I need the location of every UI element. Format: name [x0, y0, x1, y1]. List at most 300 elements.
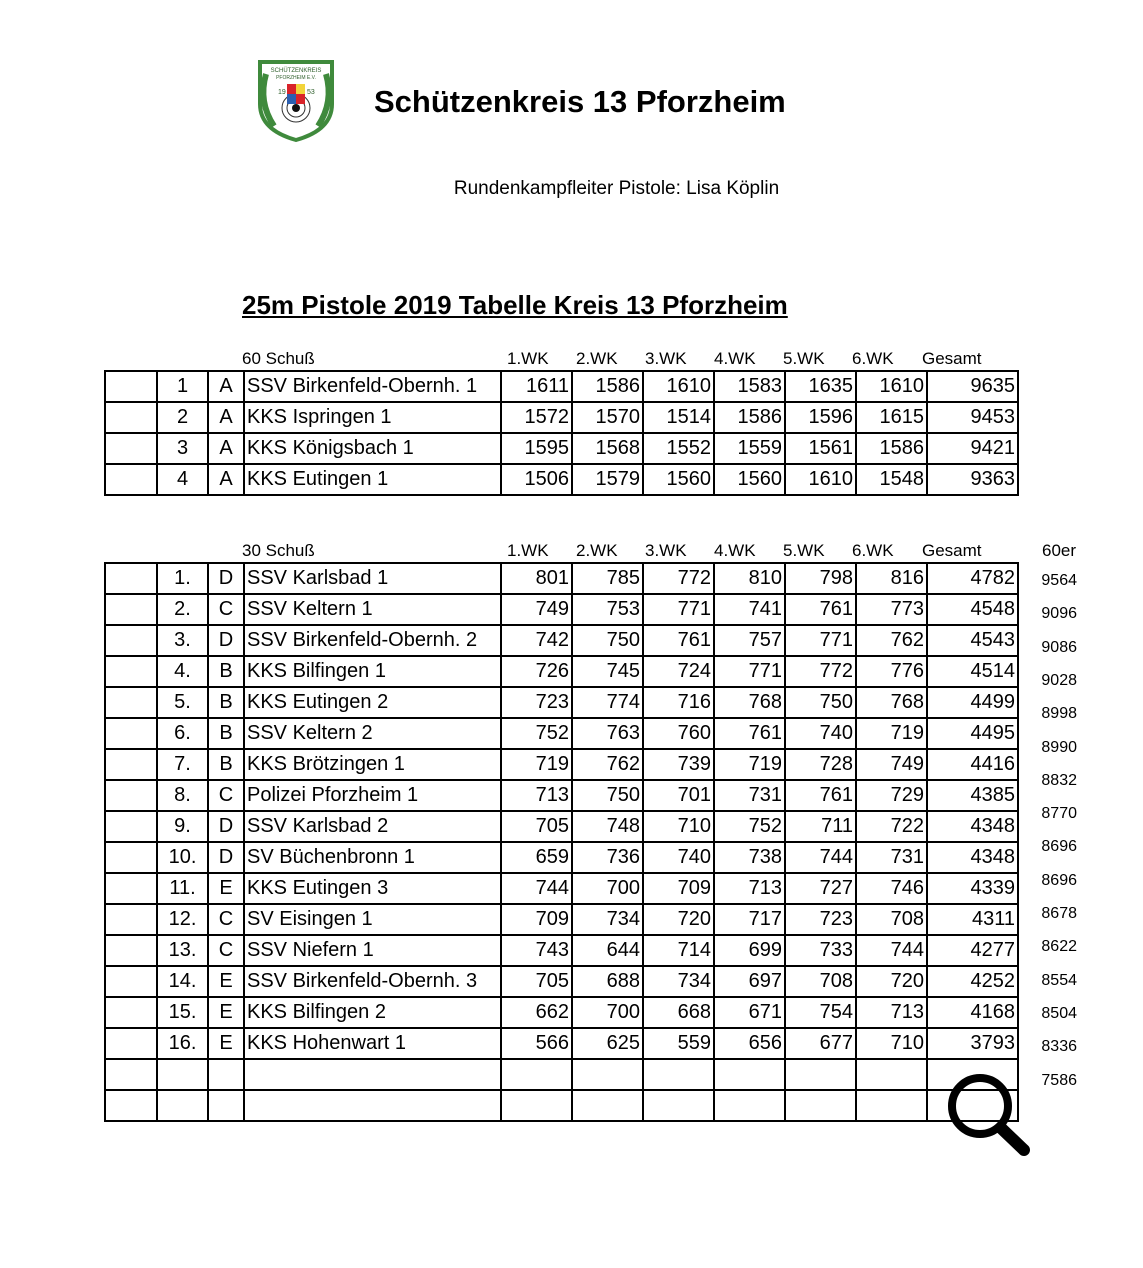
total-cell: 4385: [927, 780, 1018, 811]
wk-score-cell: 714: [643, 935, 714, 966]
empty-cell: [856, 1059, 927, 1090]
wk-score-cell: 701: [643, 780, 714, 811]
team-cell: KKS Bilfingen 2: [244, 997, 501, 1028]
blank-cell: [105, 966, 157, 997]
total-cell: 4782: [927, 563, 1018, 594]
wk-score-cell: 728: [785, 749, 856, 780]
wk-score-cell: 1570: [572, 402, 643, 433]
group-cell: B: [208, 687, 244, 718]
table-row: [105, 464, 1018, 495]
wk-score-cell: 1559: [714, 433, 785, 464]
team-cell: SSV Niefern 1: [244, 935, 501, 966]
blank-cell: [105, 402, 157, 433]
wk-score-cell: 1586: [856, 433, 927, 464]
rank-cell: 2: [157, 402, 208, 433]
column-header: 3.WK: [645, 541, 687, 560]
subtitle: Rundenkampfleiter Pistole: Lisa Köplin: [453, 178, 780, 199]
team-cell: Polizei Pforzheim 1: [244, 780, 501, 811]
group-cell: E: [208, 966, 244, 997]
wk-score-cell: 750: [785, 687, 856, 718]
club-logo: [252, 52, 340, 142]
sixty-value: 8998: [1041, 705, 1077, 723]
wk-score-cell: 736: [572, 842, 643, 873]
wk-score-cell: 1610: [643, 371, 714, 402]
blank-cell: [105, 594, 157, 625]
group-cell: E: [208, 1028, 244, 1059]
table-row: [105, 656, 1018, 687]
total-cell: 4168: [927, 997, 1018, 1028]
wk-score-cell: 697: [714, 966, 785, 997]
empty-cell: [714, 1059, 785, 1090]
wk-score-cell: 719: [501, 749, 572, 780]
rank-cell: 1.: [157, 563, 208, 594]
wk-score-cell: 741: [714, 594, 785, 625]
wk-score-cell: 785: [572, 563, 643, 594]
blank-cell: [105, 811, 157, 842]
sixty-value: 9564: [1041, 572, 1077, 589]
wk-score-cell: 709: [501, 904, 572, 935]
group-cell: D: [208, 842, 244, 873]
wk-score-cell: 746: [856, 873, 927, 904]
wk-score-cell: 1561: [785, 433, 856, 464]
blank-cell: [105, 625, 157, 656]
wk-score-cell: 625: [572, 1028, 643, 1059]
column-header: 3.WK: [645, 349, 687, 368]
blank-cell: [105, 718, 157, 749]
column-header-60er: 60er: [1042, 541, 1077, 560]
wk-score-cell: 677: [785, 1028, 856, 1059]
table-row: [105, 371, 1018, 402]
total-cell: 4495: [927, 718, 1018, 749]
column-header: 1.WK: [507, 541, 549, 560]
wk-score-cell: 710: [856, 1028, 927, 1059]
blank-cell: [105, 873, 157, 904]
table-row: [105, 749, 1018, 780]
wk-score-cell: 713: [856, 997, 927, 1028]
total-cell: 4543: [927, 625, 1018, 656]
team-cell: KKS Eutingen 1: [244, 464, 501, 495]
column-header: 1.WK: [507, 349, 549, 368]
wk-score-cell: 723: [785, 904, 856, 935]
wk-score-cell: 1635: [785, 371, 856, 402]
wk-score-cell: 771: [714, 656, 785, 687]
wk-score-cell: 742: [501, 625, 572, 656]
wk-score-cell: 750: [572, 780, 643, 811]
team-cell: KKS Eutingen 2: [244, 687, 501, 718]
table-row: [105, 966, 1018, 997]
group-cell: A: [208, 371, 244, 402]
rank-cell: 2.: [157, 594, 208, 625]
team-cell: SSV Birkenfeld-Obernh. 2: [244, 625, 501, 656]
wk-score-cell: 772: [643, 563, 714, 594]
wk-score-cell: 729: [856, 780, 927, 811]
sixty-value: 9096: [1041, 605, 1077, 623]
wk-score-cell: 722: [856, 811, 927, 842]
wk-score-cell: 774: [572, 687, 643, 718]
wk-score-cell: 763: [572, 718, 643, 749]
wk-score-cell: 771: [785, 625, 856, 656]
empty-cell: [244, 1090, 501, 1121]
group-cell: C: [208, 935, 244, 966]
section-label-30: 30 Schuß: [242, 541, 315, 560]
wk-score-cell: 727: [785, 873, 856, 904]
empty-table-row: [105, 1059, 1018, 1090]
team-cell: KKS Brötzingen 1: [244, 749, 501, 780]
wk-score-cell: 717: [714, 904, 785, 935]
wk-score-cell: 716: [643, 687, 714, 718]
wk-score-cell: 776: [856, 656, 927, 687]
wk-score-cell: 1610: [785, 464, 856, 495]
empty-cell: [643, 1059, 714, 1090]
rank-cell: 7.: [157, 749, 208, 780]
wk-score-cell: 740: [643, 842, 714, 873]
table-60-schuss: [104, 370, 1019, 496]
group-cell: D: [208, 563, 244, 594]
total-cell: 4277: [927, 935, 1018, 966]
blank-cell: [105, 842, 157, 873]
rank-cell: 4: [157, 464, 208, 495]
column-header: 4.WK: [714, 349, 756, 368]
sixty-value: 8622: [1041, 938, 1077, 956]
rank-cell: 8.: [157, 780, 208, 811]
wk-score-cell: 754: [785, 997, 856, 1028]
rank-cell: 3.: [157, 625, 208, 656]
column-header: Gesamt: [922, 349, 982, 368]
wk-score-cell: 713: [501, 780, 572, 811]
wk-score-cell: 1506: [501, 464, 572, 495]
sixty-value: 8990: [1041, 738, 1077, 756]
wk-score-cell: 559: [643, 1028, 714, 1059]
blank-cell: [105, 656, 157, 687]
wk-score-cell: 757: [714, 625, 785, 656]
wk-score-cell: 731: [856, 842, 927, 873]
group-cell: A: [208, 433, 244, 464]
wk-score-cell: 734: [643, 966, 714, 997]
wk-score-cell: 711: [785, 811, 856, 842]
wk-score-cell: 724: [643, 656, 714, 687]
blank-cell: [105, 687, 157, 718]
wk-score-cell: 708: [856, 904, 927, 935]
wk-score-cell: 801: [501, 563, 572, 594]
team-cell: SSV Keltern 2: [244, 718, 501, 749]
table-row: [105, 563, 1018, 594]
wk-score-cell: 671: [714, 997, 785, 1028]
team-cell: KKS Hohenwart 1: [244, 1028, 501, 1059]
wk-score-cell: 734: [572, 904, 643, 935]
wk-score-cell: 656: [714, 1028, 785, 1059]
team-cell: SV Büchenbronn 1: [244, 842, 501, 873]
logo-text-sub: PFORZHEIM E.V.: [276, 75, 316, 81]
empty-cell: [785, 1090, 856, 1121]
sixty-value: 8336: [1041, 1038, 1077, 1056]
column-header: Gesamt: [922, 541, 982, 560]
group-cell: B: [208, 749, 244, 780]
section-label-60: 60 Schuß: [242, 349, 315, 368]
wk-score-cell: 772: [785, 656, 856, 687]
wk-score-cell: 1610: [856, 371, 927, 402]
team-cell: SV Eisingen 1: [244, 904, 501, 935]
wk-score-cell: 659: [501, 842, 572, 873]
empty-cell: [105, 1090, 157, 1121]
wk-score-cell: 1560: [714, 464, 785, 495]
table-row: [105, 687, 1018, 718]
magnifier-icon[interactable]: [944, 1072, 1034, 1158]
team-cell: SSV Birkenfeld-Obernh. 3: [244, 966, 501, 997]
total-cell: 4499: [927, 687, 1018, 718]
empty-cell: [572, 1059, 643, 1090]
empty-cell: [501, 1059, 572, 1090]
table-row: [105, 718, 1018, 749]
total-cell: 9363: [927, 464, 1018, 495]
wk-score-cell: 798: [785, 563, 856, 594]
total-cell: 4252: [927, 966, 1018, 997]
empty-cell: [208, 1059, 244, 1090]
empty-table-row: [105, 1090, 1018, 1121]
sixty-value: 8696: [1041, 838, 1077, 856]
wk-score-cell: 744: [501, 873, 572, 904]
wk-score-cell: 1572: [501, 402, 572, 433]
total-cell: 4548: [927, 594, 1018, 625]
total-cell: 4348: [927, 842, 1018, 873]
table-row: [105, 873, 1018, 904]
team-cell: SSV Keltern 1: [244, 594, 501, 625]
team-cell: SSV Karlsbad 1: [244, 563, 501, 594]
wk-score-cell: 810: [714, 563, 785, 594]
wk-score-cell: 749: [856, 749, 927, 780]
wk-score-cell: 705: [501, 966, 572, 997]
blank-cell: [105, 371, 157, 402]
wk-score-cell: 739: [643, 749, 714, 780]
blank-cell: [105, 997, 157, 1028]
wk-score-cell: 710: [643, 811, 714, 842]
rank-cell: 12.: [157, 904, 208, 935]
wk-score-cell: 644: [572, 935, 643, 966]
empty-cell: [501, 1090, 572, 1121]
empty-cell: [856, 1090, 927, 1121]
table-title: 25m Pistole 2019 Tabelle Kreis 13 Pforzheim: [242, 290, 788, 320]
blank-cell: [105, 904, 157, 935]
wk-score-cell: 760: [643, 718, 714, 749]
table-row: [105, 625, 1018, 656]
wk-score-cell: 816: [856, 563, 927, 594]
rank-cell: 9.: [157, 811, 208, 842]
wk-score-cell: 720: [856, 966, 927, 997]
wk-score-cell: 1615: [856, 402, 927, 433]
column-header: 5.WK: [783, 541, 825, 560]
wk-score-cell: 733: [785, 935, 856, 966]
group-cell: D: [208, 625, 244, 656]
wk-score-cell: 743: [501, 935, 572, 966]
group-cell: E: [208, 997, 244, 1028]
wk-score-cell: 726: [501, 656, 572, 687]
wk-score-cell: 720: [643, 904, 714, 935]
total-cell: 4514: [927, 656, 1018, 687]
wk-score-cell: 773: [856, 594, 927, 625]
wk-score-cell: 749: [501, 594, 572, 625]
blank-cell: [105, 780, 157, 811]
group-cell: C: [208, 904, 244, 935]
wk-score-cell: 744: [856, 935, 927, 966]
group-cell: E: [208, 873, 244, 904]
wk-score-cell: 1586: [572, 371, 643, 402]
column-header: 6.WK: [852, 349, 894, 368]
wk-score-cell: 719: [714, 749, 785, 780]
table-row: [105, 935, 1018, 966]
rank-cell: 4.: [157, 656, 208, 687]
wk-score-cell: 723: [501, 687, 572, 718]
rank-cell: 13.: [157, 935, 208, 966]
column-header: 6.WK: [852, 541, 894, 560]
rank-cell: 16.: [157, 1028, 208, 1059]
wk-score-cell: 1548: [856, 464, 927, 495]
sixty-value: 9086: [1041, 638, 1077, 656]
wk-score-cell: 1596: [785, 402, 856, 433]
wk-score-cell: 752: [501, 718, 572, 749]
team-cell: KKS Bilfingen 1: [244, 656, 501, 687]
column-header: 2.WK: [576, 541, 618, 560]
empty-cell: [157, 1059, 208, 1090]
wk-score-cell: 1552: [643, 433, 714, 464]
rank-cell: 14.: [157, 966, 208, 997]
blank-cell: [105, 749, 157, 780]
wk-score-cell: 762: [572, 749, 643, 780]
wk-score-cell: 762: [856, 625, 927, 656]
team-cell: KKS Eutingen 3: [244, 873, 501, 904]
team-cell: KKS Königsbach 1: [244, 433, 501, 464]
wk-score-cell: 709: [643, 873, 714, 904]
wk-score-cell: 738: [714, 842, 785, 873]
wk-score-cell: 1568: [572, 433, 643, 464]
wk-score-cell: 688: [572, 966, 643, 997]
sixty-value: 8678: [1041, 905, 1077, 922]
rank-cell: 11.: [157, 873, 208, 904]
sixty-value: 8504: [1041, 1004, 1077, 1022]
blank-cell: [105, 464, 157, 495]
table-row: [105, 997, 1018, 1028]
wk-score-cell: 1595: [501, 433, 572, 464]
table-row: [105, 780, 1018, 811]
wk-score-cell: 744: [785, 842, 856, 873]
rank-cell: 5.: [157, 687, 208, 718]
empty-cell: [714, 1090, 785, 1121]
team-cell: SSV Karlsbad 2: [244, 811, 501, 842]
sixty-value: 8770: [1041, 805, 1077, 823]
wk-score-cell: 1586: [714, 402, 785, 433]
rank-cell: 1: [157, 371, 208, 402]
logo-year-left: 19: [278, 89, 286, 96]
wk-score-cell: 761: [785, 594, 856, 625]
wk-score-cell: 713: [714, 873, 785, 904]
group-cell: D: [208, 811, 244, 842]
blank-cell: [105, 1028, 157, 1059]
empty-cell: [244, 1059, 501, 1090]
table-row: [105, 594, 1018, 625]
table-row: [105, 811, 1018, 842]
table-row: [105, 842, 1018, 873]
empty-cell: [105, 1059, 157, 1090]
column-header: 4.WK: [714, 541, 756, 560]
column-header: 2.WK: [576, 349, 618, 368]
wk-score-cell: 750: [572, 625, 643, 656]
total-cell: 4339: [927, 873, 1018, 904]
team-cell: SSV Birkenfeld-Obernh. 1: [244, 371, 501, 402]
group-cell: A: [208, 464, 244, 495]
wk-score-cell: 719: [856, 718, 927, 749]
wk-score-cell: 1583: [714, 371, 785, 402]
wk-score-cell: 771: [643, 594, 714, 625]
wk-score-cell: 740: [785, 718, 856, 749]
blank-cell: [105, 563, 157, 594]
empty-cell: [785, 1059, 856, 1090]
wk-score-cell: 700: [572, 873, 643, 904]
wk-score-cell: 662: [501, 997, 572, 1028]
table-30-schuss: [104, 562, 1019, 1122]
group-cell: B: [208, 718, 244, 749]
group-cell: A: [208, 402, 244, 433]
wk-score-cell: 1560: [643, 464, 714, 495]
rank-cell: 10.: [157, 842, 208, 873]
wk-score-cell: 566: [501, 1028, 572, 1059]
rank-cell: 15.: [157, 997, 208, 1028]
total-cell: 3793: [927, 1028, 1018, 1059]
wk-score-cell: 745: [572, 656, 643, 687]
sixty-value: 7586: [1041, 1071, 1077, 1089]
blank-cell: [105, 935, 157, 966]
wk-score-cell: 699: [714, 935, 785, 966]
wk-score-cell: 761: [714, 718, 785, 749]
table-row: [105, 433, 1018, 464]
sixty-value: 8554: [1041, 971, 1077, 989]
empty-cell: [643, 1090, 714, 1121]
blank-cell: [105, 433, 157, 464]
empty-cell: [208, 1090, 244, 1121]
wk-score-cell: 752: [714, 811, 785, 842]
total-cell: 9421: [927, 433, 1018, 464]
total-cell: 9635: [927, 371, 1018, 402]
sixty-value: 9028: [1041, 671, 1077, 689]
wk-score-cell: 768: [714, 687, 785, 718]
empty-cell: [572, 1090, 643, 1121]
total-cell: 9453: [927, 402, 1018, 433]
wk-score-cell: 731: [714, 780, 785, 811]
logo-year-right: 53: [307, 89, 315, 96]
group-cell: B: [208, 656, 244, 687]
empty-cell: [157, 1090, 208, 1121]
wk-score-cell: 753: [572, 594, 643, 625]
wk-score-cell: 668: [643, 997, 714, 1028]
table-row: [105, 904, 1018, 935]
wk-score-cell: 705: [501, 811, 572, 842]
wk-score-cell: 768: [856, 687, 927, 718]
wk-score-cell: 761: [785, 780, 856, 811]
table-row: [105, 1028, 1018, 1059]
logo-text-top: SCHÜTZENKREIS: [270, 68, 322, 74]
rank-cell: 6.: [157, 718, 208, 749]
table-row: [105, 402, 1018, 433]
column-header: 5.WK: [783, 349, 825, 368]
total-cell: 4348: [927, 811, 1018, 842]
wk-score-cell: 1611: [501, 371, 572, 402]
wk-score-cell: 748: [572, 811, 643, 842]
wk-score-cell: 700: [572, 997, 643, 1028]
wk-score-cell: 708: [785, 966, 856, 997]
group-cell: C: [208, 594, 244, 625]
team-cell: KKS Ispringen 1: [244, 402, 501, 433]
total-cell: 4311: [927, 904, 1018, 935]
total-cell: 4416: [927, 749, 1018, 780]
wk-score-cell: 1514: [643, 402, 714, 433]
group-cell: C: [208, 780, 244, 811]
